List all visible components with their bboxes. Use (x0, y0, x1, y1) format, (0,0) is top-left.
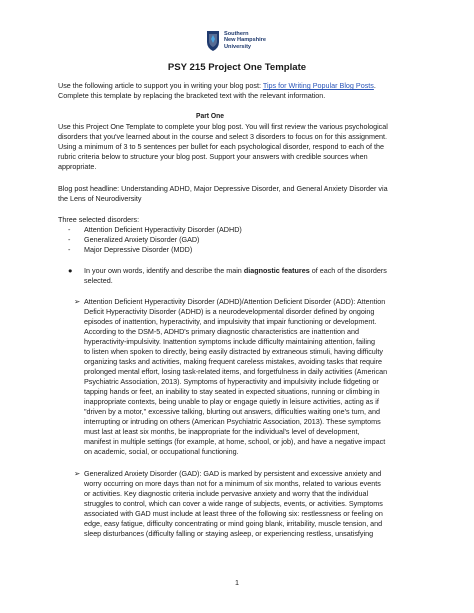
paragraph-line: appropriate. (58, 162, 97, 171)
logo-line: New Hampshire (224, 37, 266, 44)
bullet-icon: ● (68, 266, 73, 275)
intro-text: . (373, 81, 376, 90)
adhd-line: must last at least six months, be inappropriate for the individual's level of development, (84, 427, 360, 436)
gad-line: worry occurring on more days than not for a minimum of six months, related to various events (84, 479, 381, 488)
gad-line: Generalized Anxiety Disorder (GAD): GAD is marked by persistent and excessive anxiety and (84, 469, 382, 478)
adhd-line: Psychiatric Association, 2013). Symptoms of hyperactivity and impulsivity include fidgeting or (84, 377, 379, 386)
logo-line: University (224, 43, 252, 50)
headline-line: Blog post headline: Understanding ADHD, Major Depressive Disorder, and General Anxiety Disorder via (58, 184, 388, 193)
adhd-line: hyperactivity-impulsivity. Inattention symptoms include difficulty maintaining attention, failing (84, 337, 375, 346)
disorder-item: Generalized Anxiety Disorder (GAD) (84, 235, 200, 244)
bullet-text: In your own words, identify and describe the main (84, 266, 244, 275)
adhd-line: to listen when spoken to directly, being easily distracted by extraneous stimuli, having difficulty (84, 347, 383, 356)
bullet-text: of each of the disorders (309, 266, 387, 275)
paragraph-line: rubric criteria below to structure your blog post. Support your answers with credible sources when (58, 152, 368, 161)
intro-line (58, 81, 376, 91)
headline-line: the Lens of Neurodiversity (58, 194, 142, 203)
adhd-line: interrupting or intruding on others (American Psychiatric Association, 2013). These symptoms (84, 417, 381, 426)
disorder-item: Attention Deficient Hyperactivity Disorder (ADHD) (84, 225, 242, 234)
paragraph-line: disorders that you've learned about in the course and select 3 disorders to focus on for this assignment. (58, 132, 387, 141)
gad-line: struggles to control, which can cover a wide range of subjects, events, or activities. Symptoms (84, 499, 383, 508)
page-number: 1 (235, 578, 239, 587)
bullet-line: selected. (84, 276, 113, 285)
bullet-emphasis: diagnostic features (243, 266, 310, 275)
article-link[interactable]: Tips for Writing Popular Blog Posts (262, 81, 374, 90)
intro-text: Use the following article to support you in writing your blog post: (58, 81, 263, 90)
dash-marker: - (68, 235, 71, 244)
adhd-line: inappropriate contexts, being unable to play or engage quietly in leisure activities, acting as if (84, 397, 379, 406)
gad-line: edge, easy fatigue, difficulty concentrating or mind going blank, irritability, muscle tension, and (84, 519, 383, 528)
adhd-line: Attention Deficient Hyperactivity Disorder (ADHD)/Attention Deficient Disorder (ADD): Attention (84, 297, 386, 306)
gad-line: or activities. Key diagnostic criteria include pervasive anxiety and worry that the individual (84, 489, 369, 498)
adhd-line: tapping hands or feet, an inability to stay seated in expected situations, running or climbing in (84, 387, 380, 396)
adhd-line: Deficit Hyperactivity Disorder (ADHD) is a neurodevelopmental disorder defined by ongoing (84, 307, 375, 316)
section-heading: Part One (195, 111, 225, 120)
gad-line: sleep disturbances (difficulty falling or staying asleep, or experiencing restless, unsatisfying (84, 529, 374, 538)
adhd-line: episodes of inattention, hyperactivity, and impulsivity that impair functioning or development. (84, 317, 377, 326)
disorders-label: Three selected disorders: (58, 215, 140, 224)
arrow-bullet-icon: ➢ (74, 469, 81, 478)
page-title: PSY 215 Project One Template (167, 62, 307, 73)
university-logo (206, 30, 286, 54)
adhd-line: prolonged mental effort, losing task-related items, and forgetfulness in daily activities (American (84, 367, 388, 376)
adhd-line: organizing tasks and activities, making frequent careless mistakes, avoiding tasks that require (84, 357, 383, 366)
intro-line: Complete this template by replacing the bracketed text with the relevant information. (58, 91, 326, 100)
dash-marker: - (68, 225, 71, 234)
dash-marker: - (68, 245, 71, 254)
adhd-line: "driven by a motor," excessive talking, blurting out answers, difficulties waiting one's turn, and (84, 407, 380, 416)
bullet-line (84, 266, 387, 276)
shield-icon (206, 30, 220, 52)
logo-wordmark (224, 31, 266, 50)
disorder-item: Major Depressive Disorder (MDD) (84, 245, 193, 254)
paragraph-line: Use this Project One Template to complete your blog post. You will first review the various psychological (58, 122, 388, 131)
arrow-bullet-icon: ➢ (74, 297, 81, 306)
paragraph-line: Using a minimum of 3 to 5 sentences per bullet for each psychological disorder, respond to each of the (58, 142, 385, 151)
logo-line: Southern (224, 31, 249, 37)
gad-line: associated with GAD must include at least three of the following six: restlessness or feeling on (84, 509, 383, 518)
adhd-line: on academic, social, or occupational functioning. (84, 447, 239, 456)
adhd-line: manifest in multiple settings (for example, at home, school, or job), and have a negative impact (84, 437, 386, 446)
adhd-line: According to the DSM-5, ADHD's primary diagnostic characteristics are inattention and (84, 327, 360, 336)
